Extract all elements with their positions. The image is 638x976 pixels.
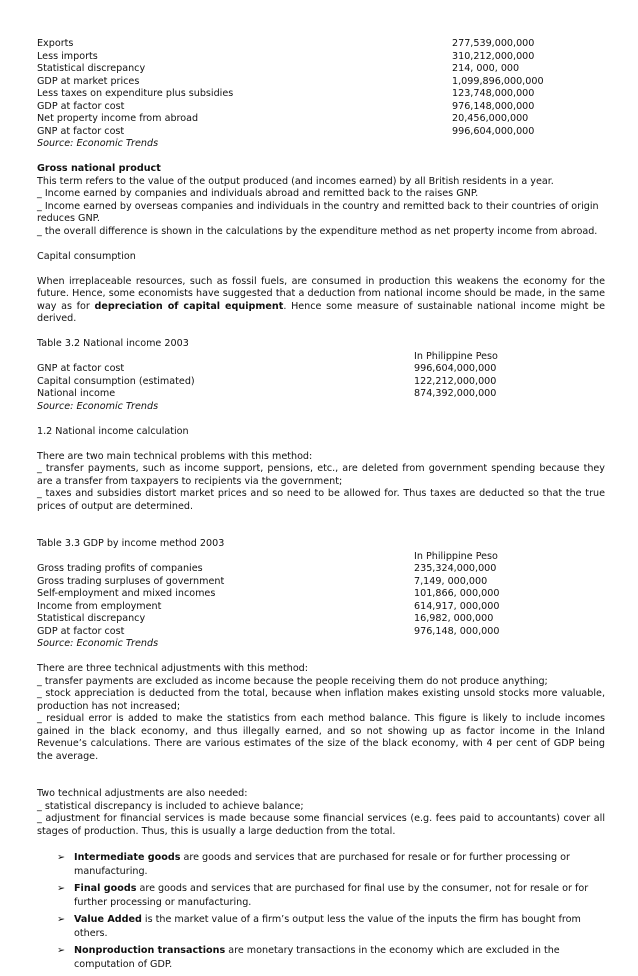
adjustments-section (37, 663, 605, 763)
paragraph: _ taxes and subsidies distort market prices and so need to be allowed for. Thus taxes are deducted so that the true prices of output are determined. (37, 488, 605, 512)
row-value: 16,982, 000,000 (414, 613, 494, 624)
row-label: GNP at factor cost (37, 363, 125, 374)
arrow-bullet-icon: ➢ (57, 944, 66, 956)
list-item (57, 944, 605, 973)
row-label: Less imports (37, 50, 98, 62)
row-label: Statistical discrepancy (37, 613, 146, 624)
definition-text: is the market value of a firm’s output less the value of the inputs the firm has bought from others. (74, 913, 581, 939)
paragraph: _ the overall difference is shown in the calculations by the expenditure method as net property income from abroad. (37, 225, 598, 237)
paragraph-text: . Hence some measure of sustainable national income might be derived. (37, 300, 605, 324)
table-row (37, 601, 605, 614)
row-value: 996,604,000,000 (414, 363, 497, 374)
table-row (37, 101, 605, 114)
row-label: GNP at factor cost (37, 125, 125, 137)
row-value: 976,148,000,000 (452, 100, 535, 112)
row-value: 101,866, 000,000 (414, 588, 500, 599)
paragraph: Two technical adjustments are also needed: (37, 788, 248, 799)
paragraph: This term refers to the value of the output produced (and incomes earned) by all British residents in a year. (37, 175, 554, 187)
table-source: Source: Economic Trends (37, 138, 159, 149)
table-row (37, 588, 605, 601)
table-row (37, 376, 605, 389)
row-value: 1,099,896,000,000 (452, 75, 544, 87)
arrow-bullet-icon: ➢ (57, 882, 66, 894)
table-row (37, 563, 605, 576)
paragraph: _ transfer payments are excluded as income because the people receiving them do not produce anything; (37, 675, 548, 687)
row-value: 874,392,000,000 (414, 388, 497, 399)
row-label: Gross trading profits of companies (37, 563, 203, 574)
row-value: 996,604,000,000 (452, 125, 535, 137)
paragraph: There are two main technical problems with this method: (37, 450, 313, 462)
row-label: Self-employment and mixed incomes (37, 588, 216, 599)
table-source: Source: Economic Trends (37, 400, 159, 412)
section-heading: Capital consumption (37, 250, 136, 262)
arrow-bullet-icon: ➢ (57, 913, 66, 925)
national-income-table (37, 338, 605, 413)
paragraph-text: When irreplaceable resources, such as fossil fuels, are consumed in production this weakens the economy for the future. Hence, some economists have suggested that a deduction from national income should be made, in the same way as for (37, 275, 605, 312)
calculation-section (37, 426, 605, 514)
row-value: 20,456,000,000 (452, 113, 529, 124)
row-value: 214, 000, 000 (452, 63, 520, 74)
row-value: 122,212,000,000 (414, 375, 497, 387)
row-label: Gross trading surpluses of government (37, 575, 225, 587)
paragraph: _ Income earned by companies and individuals abroad and remitted back to the raises GNP. (37, 188, 479, 199)
arrow-bullet-icon: ➢ (57, 851, 66, 863)
row-label: Less taxes on expenditure plus subsidies (37, 88, 234, 99)
paragraph: _ residual error is added to make the statistics from each method balance. This figure is likely to include incomes gained in the black economy, and thus illegally earned, and so not showing up as factor income in the Inland Revenue’s calculations. There are various estimates of the size of the black economy, with 4 per cent of GDP being the average. (37, 713, 605, 762)
row-value: 614,917, 000,000 (414, 600, 500, 612)
row-value: 976,148, 000,000 (414, 625, 500, 637)
row-value: 310,212,000,000 (452, 50, 535, 62)
paragraph: _ adjustment for financial services is made because some financial services (e.g. fees paid to accountants) cover all stages of production. Thus, this is usually a large deduction from the total. (37, 813, 605, 837)
table-currency: In Philippine Peso (414, 550, 498, 562)
paragraph: _ Income earned by overseas companies and individuals in the country and remitted back to their countries of origin reduces GNP. (37, 200, 599, 224)
definition-text: are goods and services that are purchased for final use by the consumer, not for resale or for further processing or manufacturing. (74, 882, 589, 908)
bold-term: Intermediate goods (74, 851, 181, 863)
table-row (37, 388, 605, 401)
definitions-list (37, 851, 605, 973)
capital-section (37, 251, 605, 326)
gdp-income-table (37, 538, 605, 651)
table-row (37, 76, 605, 89)
row-label: National income (37, 388, 116, 399)
table-source: Source: Economic Trends (37, 638, 159, 649)
paragraph: _ transfer payments, such as income support, pensions, etc., are deleted from government spending because they are a transfer from taxpayers to recipients via the government; (37, 463, 605, 487)
bold-term: Value Added (74, 913, 142, 925)
row-label: GDP at market prices (37, 75, 140, 87)
table-row (37, 363, 605, 376)
gnp-section (37, 163, 605, 238)
paragraph: There are three technical adjustments with this method: (37, 663, 309, 674)
table-row (37, 63, 605, 76)
bold-term: depreciation of capital equipment (94, 300, 284, 312)
list-item (57, 851, 605, 880)
row-label: Exports (37, 38, 74, 49)
table-row (37, 576, 605, 589)
document-page (37, 38, 605, 975)
row-value: 7,149, 000,000 (414, 575, 488, 587)
row-value: 277,539,000,000 (452, 38, 535, 49)
table-title: Table 3.2 National income 2003 (37, 338, 189, 349)
table-currency: In Philippine Peso (414, 350, 498, 362)
list-item (57, 882, 605, 911)
table-row (37, 113, 605, 126)
definition-text: are goods and services that are purchased for resale or for further processing or manufacturing. (74, 851, 570, 877)
list-item (57, 913, 605, 942)
row-label: GDP at factor cost (37, 625, 125, 637)
row-label: Statistical discrepancy (37, 63, 146, 74)
row-label: Net property income from abroad (37, 113, 199, 124)
bold-term: Final goods (74, 882, 137, 894)
section-heading: Gross national product (37, 163, 161, 174)
row-value: 123,748,000,000 (452, 88, 535, 99)
table-row (37, 38, 605, 51)
paragraph (37, 276, 605, 326)
bold-term: Nonproduction transactions (74, 944, 226, 956)
section-heading: 1.2 National income calculation (37, 425, 189, 437)
table-row (37, 51, 605, 64)
table-row (37, 126, 605, 139)
row-label: Capital consumption (estimated) (37, 375, 195, 387)
row-label: GDP at factor cost (37, 100, 125, 112)
adjustments-section-2 (37, 788, 605, 838)
gnp-table (37, 38, 605, 151)
table-row (37, 613, 605, 626)
table-row (37, 88, 605, 101)
paragraph: _ statistical discrepancy is included to achieve balance; (37, 800, 304, 812)
row-label: Income from employment (37, 600, 162, 612)
table-title: Table 3.3 GDP by income method 2003 (37, 538, 225, 549)
row-value: 235,324,000,000 (414, 563, 497, 574)
table-row (37, 626, 605, 639)
definition-text: are monetary transactions in the economy which are excluded in the computation of GDP. (74, 944, 560, 970)
paragraph: _ stock appreciation is deducted from the total, because when inflation makes existing unsold stocks more valuable, production has not increased; (37, 688, 605, 712)
